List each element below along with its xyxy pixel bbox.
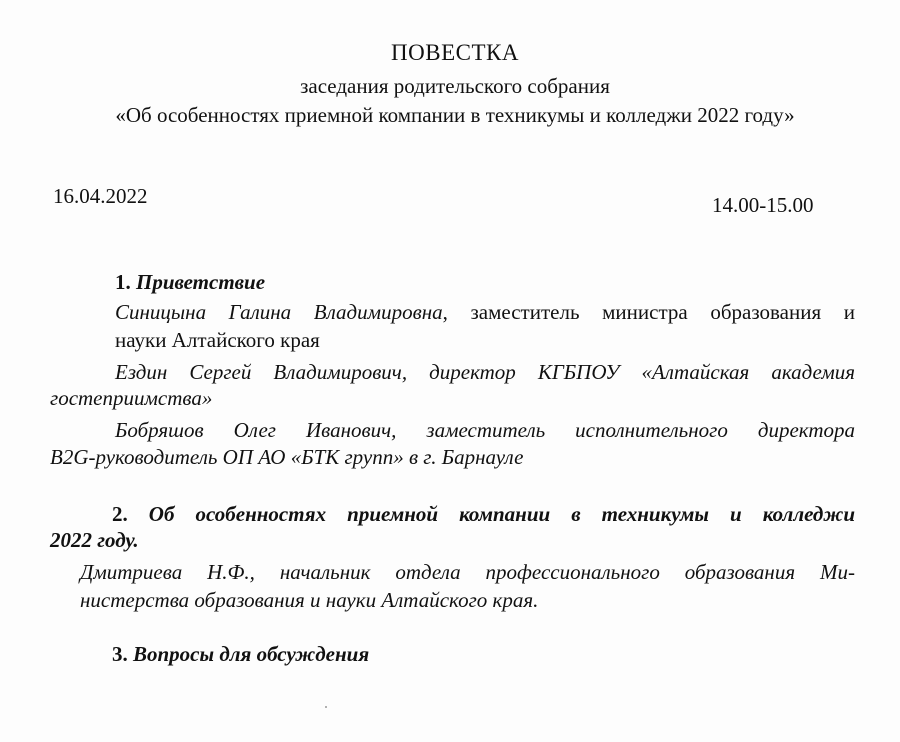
document-title: ПОВЕСТКА bbox=[391, 40, 519, 65]
document-subtitle: заседания родительского собрания bbox=[300, 74, 610, 98]
agenda-item-2-number: 2. bbox=[112, 502, 128, 526]
speaker-4-line-1: Дмитриева Н.Ф., начальник отдела профессионального образования Ми- bbox=[80, 560, 855, 584]
agenda-item-1-heading bbox=[115, 270, 265, 295]
speaker-1-role: , заместитель министра образования и bbox=[442, 300, 855, 324]
agenda-item-1-title: Приветствие bbox=[136, 270, 266, 294]
speaker-4-line-2: нистерства образования и науки Алтайского края. bbox=[80, 588, 539, 612]
meeting-time: 14.00-15.00 bbox=[712, 193, 814, 217]
speaker-1-line-1 bbox=[115, 300, 855, 325]
agenda-item-3-heading bbox=[112, 642, 369, 667]
agenda-item-3-title: Вопросы для обсуждения bbox=[133, 642, 370, 666]
agenda-item-1-number: 1. bbox=[115, 270, 131, 294]
agenda-item-2-heading bbox=[112, 502, 855, 527]
speaker-2-line-1: Ездин Сергей Владимирович, директор КГБПОУ «Алтайская академия bbox=[115, 360, 855, 384]
agenda-item-2-heading-line-2: 2022 году. bbox=[50, 528, 139, 552]
meeting-date: 16.04.2022 bbox=[53, 184, 148, 208]
speaker-1-line-2: науки Алтайского края bbox=[115, 328, 320, 352]
scan-speck bbox=[325, 706, 327, 708]
speaker-3-line-1: Бобряшов Олег Иванович, заместитель исполнительного директора bbox=[115, 418, 855, 442]
agenda-item-3-number: 3. bbox=[112, 642, 128, 666]
agenda-item-2-title: Об особенностях приемной компании в техникумы и колледжи bbox=[148, 502, 856, 526]
speaker-1-name: Синицына Галина Владимировна bbox=[115, 300, 443, 324]
speaker-3-line-2: B2G-руководитель ОП АО «БТК групп» в г. Барнауле bbox=[50, 445, 524, 469]
meeting-topic: «Об особенностях приемной компании в техникумы и колледжи 2022 году» bbox=[115, 103, 795, 127]
speaker-2-line-2: гостеприимства» bbox=[50, 386, 213, 410]
